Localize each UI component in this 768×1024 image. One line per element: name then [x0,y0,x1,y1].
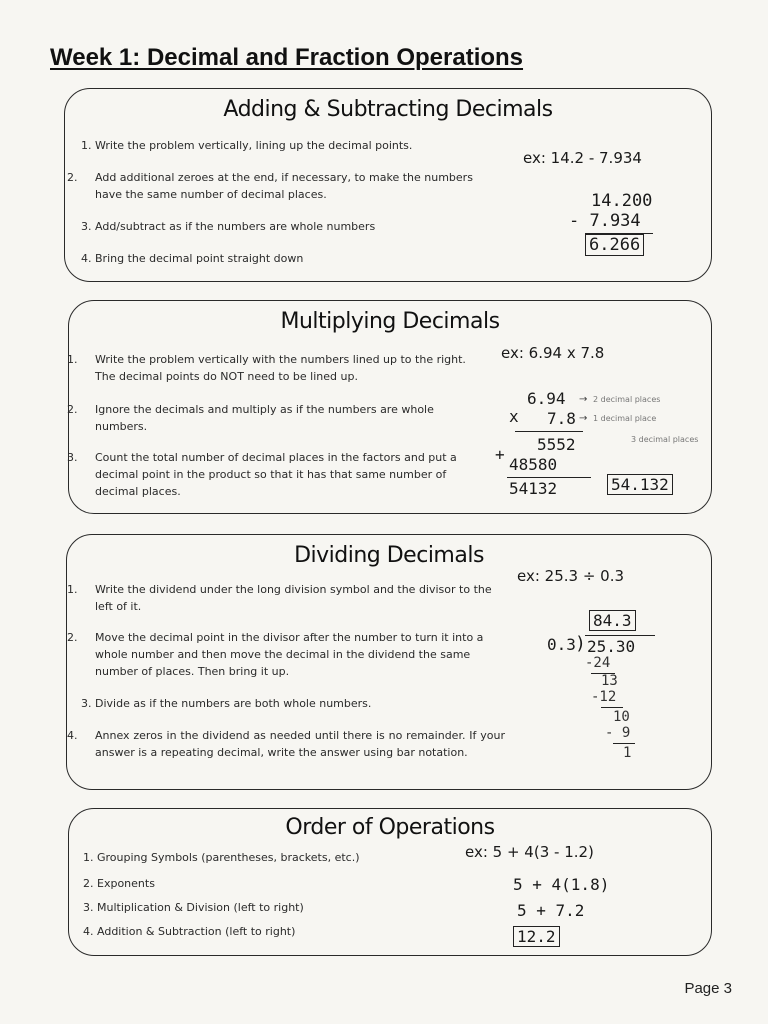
adding-subtracting-section [64,88,712,282]
order-of-operations-section [68,808,712,956]
example-label: ex: 6.94 x 7.8 [501,344,605,362]
division-work: 1 [623,745,632,761]
section-title: Dividing Decimals [294,543,484,568]
arrow-icon: → [579,394,588,405]
division-bracket: ) [575,633,586,654]
step-item: 1. Write the problem vertically with the numbers lined up to the right. The decimal points do NOT need to be lined up. [67,353,466,383]
division-work: 10 [613,709,630,725]
dividing-section [66,534,712,790]
product-rule [507,477,591,478]
example-step-2: 5 + 7.2 [517,901,585,920]
section-title: Order of Operations [285,815,495,840]
work-rule [613,743,635,744]
step-item: 1. Write the dividend under the long division symbol and the divisor to the left of it. [67,583,492,613]
partial-product-2: 48580 [509,455,558,474]
example-answer [607,475,673,494]
step-item: 2. Move the decimal point in the divisor after the number to turn it into a whole number and then move the decimal in the dividend the same number of places. Then bring it up. [67,631,484,678]
quotient-box: 84.3 [589,610,636,631]
step-item: 1. Write the problem vertically, lining up the decimal points. [81,139,413,152]
product: 54132 [509,479,558,498]
divisor: 0.3 [547,635,576,654]
step-item: 3. Multiplication & Division (left to right) [83,901,304,914]
step-item: 3. Count the total number of decimal places in the factors and put a decimal point in the product so that it has that same number of decimal places. [67,451,457,498]
factor-2: 7.8 [547,409,576,428]
quotient [589,611,636,630]
partial-product-1: 5552 [537,435,576,454]
answer-box: 12.2 [513,926,560,947]
step-item: 1. Grouping Symbols (parentheses, brackets, etc.) [83,851,360,864]
factor-1: 6.94 [527,389,566,408]
division-bar [585,635,655,636]
multiply-rule [515,431,583,432]
step-item: 2. Add additional zeroes at the end, if necessary, to make the numbers have the same number of decimal places. [67,171,473,201]
decimal-note-3: 3 decimal places [631,435,699,444]
example-line-1: 14.200 [591,191,653,211]
division-work: 13 [601,673,618,689]
plus-sign: + [495,445,505,464]
section-title: Multiplying Decimals [280,309,500,334]
multiplying-section [68,300,712,514]
example-label: ex: 5 + 4(3 - 1.2) [465,843,594,861]
arrow-icon: → [579,413,588,424]
division-work: -12 [591,689,617,705]
work-rule [601,707,623,708]
division-work: -24 [585,655,611,671]
example-answer [585,235,644,255]
division-work: - 9 [605,725,631,741]
answer-box: 6.266 [585,234,644,256]
example-label: ex: 14.2 - 7.934 [523,149,642,167]
step-item: 2. Ignore the decimals and multiply as if the numbers are whole numbers. [67,403,434,433]
times-sign: x [509,407,519,426]
step-item: 4. Addition & Subtraction (left to right) [83,925,296,938]
step-item: 4. Annex zeros in the dividend as needed until there is no remainder. If your answer is a repeating decimal, write the answer using bar notation. [67,729,505,759]
example-answer [513,927,560,946]
step-item: 3. Add/subtract as if the numbers are whole numbers [81,220,376,233]
answer-box: 54.132 [607,474,673,495]
decimal-note-2: 1 decimal place [593,414,657,423]
step-item: 4. Bring the decimal point straight down [81,252,304,265]
page-title: Week 1: Decimal and Fraction Operations [50,44,524,71]
decimal-note-1: 2 decimal places [593,395,661,404]
example-label: ex: 25.3 ÷ 0.3 [517,567,625,585]
example-step-1: 5 + 4(1.8) [513,875,610,894]
step-item: 2. Exponents [83,877,155,890]
dividend: 25.30 [587,637,636,656]
page-number: Page 3 [684,980,732,997]
example-line-2: - 7.934 [569,211,641,231]
step-item: 3. Divide as if the numbers are both whole numbers. [81,697,372,710]
section-title: Adding & Subtracting Decimals [223,97,553,122]
